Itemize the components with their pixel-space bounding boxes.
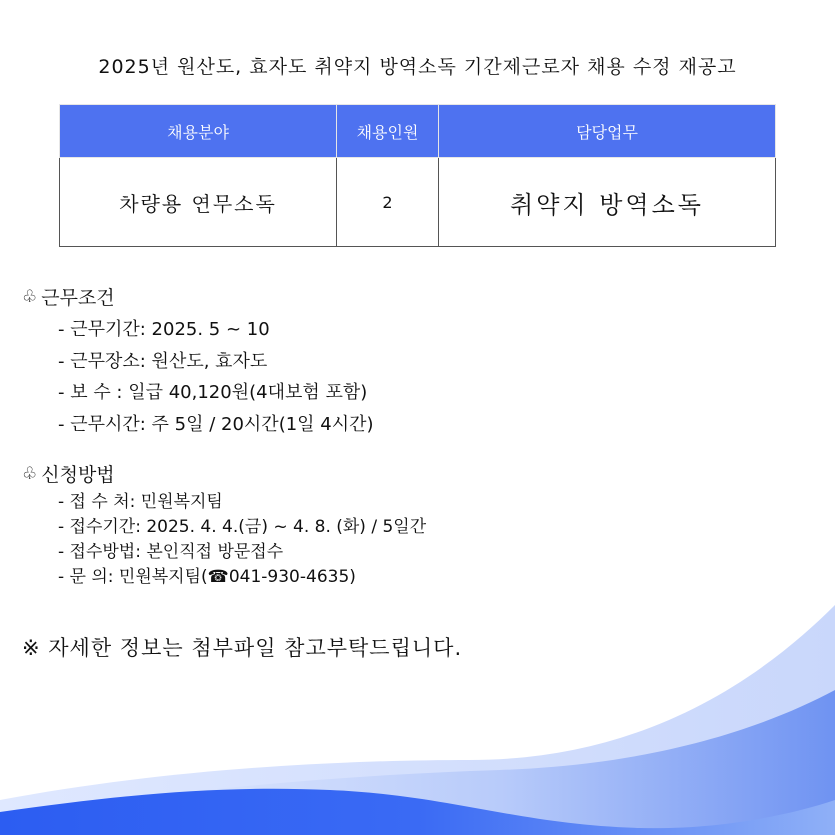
apply-item-method: - 접수방법: 본인직접 방문접수 (58, 542, 284, 562)
apply-item-office: - 접 수 처: 민원복지팀 (58, 492, 223, 512)
apply-item-period: - 접수기간: 2025. 4. 4.(금) ~ 4. 8. (화) / 5일간 (58, 517, 427, 537)
table-row (60, 158, 776, 247)
header-duty: 담당업무 (439, 105, 776, 158)
header-field: 채용분야 (60, 105, 337, 158)
conditions-heading (22, 283, 115, 310)
club-icon: ♧ (22, 286, 38, 307)
apply-heading (22, 460, 115, 487)
footer-note: ※ 자세한 정보는 첨부파일 참고부탁드립니다. (22, 636, 463, 660)
conditions-heading-label: 근무조건 (41, 287, 115, 309)
club-icon: ♧ (22, 463, 38, 484)
page-title: 2025년 원산도, 효자도 취약지 방역소독 기간제근로자 채용 수정 재공고 (98, 56, 737, 78)
cell-count: 2 (337, 158, 439, 247)
conditions-item-location: - 근무장소: 원산도, 효자도 (58, 351, 268, 372)
conditions-item-period: - 근무기간: 2025. 5 ~ 10 (58, 319, 270, 340)
recruitment-table (59, 104, 776, 247)
cell-duty: 취약지 방역소독 (439, 158, 776, 247)
cell-field: 차량용 연무소독 (60, 158, 337, 247)
apply-heading-label: 신청방법 (41, 464, 115, 486)
conditions-item-hours: - 근무시간: 주 5일 / 20시간(1일 4시간) (58, 414, 374, 435)
table-header-row (60, 105, 776, 158)
header-count: 채용인원 (337, 105, 439, 158)
conditions-item-pay: - 보 수 : 일급 40,120원(4대보험 포함) (58, 382, 368, 403)
apply-item-contact: - 문 의: 민원복지팀(☎041-930-4635) (58, 567, 356, 587)
